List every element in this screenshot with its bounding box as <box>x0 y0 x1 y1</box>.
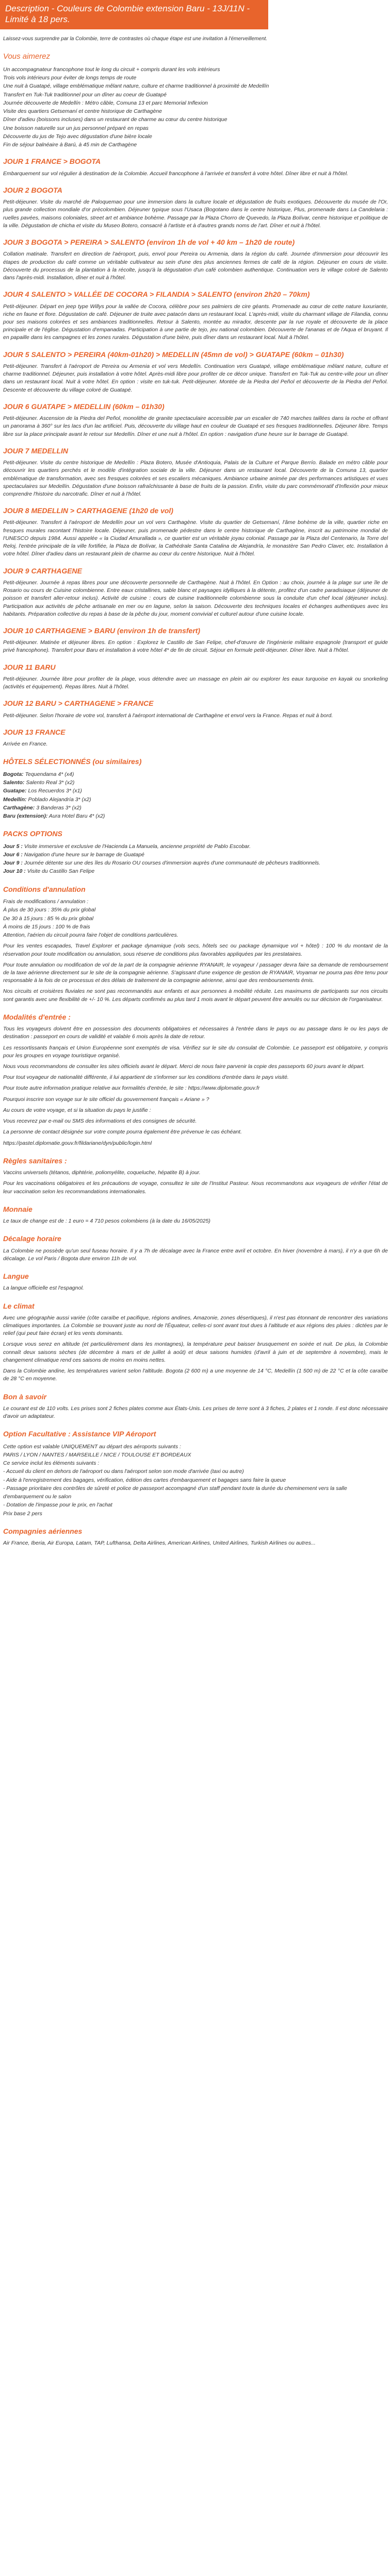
hotel-row <box>3 795 388 804</box>
day-title: JOUR 5 SALENTO > PEREIRA (40km-01h20) > MEDELLIN (45mn de vol) > GUATAPE (60km – 01h30) <box>3 350 344 359</box>
section-title: HÔTELS SÉLECTIONNÉS (ou similaires) <box>3 757 142 766</box>
section-title: Option Facultative : Assistance VIP Aéroport <box>3 1430 156 1438</box>
pack-row <box>3 867 388 875</box>
vip-line: Prix base 2 pers <box>3 1510 42 1517</box>
day-block <box>3 625 388 655</box>
section-title: Conditions d'annulation <box>3 885 86 893</box>
list-item: Un accompagnateur francophone tout le long du circuit + compris durant les vols intérieurs <box>3 66 220 73</box>
day-block <box>3 237 388 282</box>
section-compagnies <box>3 1526 388 1548</box>
pack-day: Jour 9 : <box>3 860 23 867</box>
title-line-2: Limité à 18 pers. <box>5 14 70 25</box>
pack-text: Navigation d'une heure sur le barrage de Guatapé <box>24 851 145 858</box>
list-item: Journée découverte de Medellín : Métro câble, Comuna 13 et parc Memorial Inflexion <box>3 99 208 106</box>
paragraph: Nous vous recommandons de consulter les sites officiels avant le départ. Merci de nous faire parvenir la copie des passeports 60 jours avant le départ. <box>3 1063 365 1070</box>
section-bon-savoir <box>3 1392 388 1421</box>
hotel-name: Los Recuerdos 3* (x1) <box>28 788 82 794</box>
day-title: JOUR 3 BOGOTA > PEREIRA > SALENTO (environ 1h de vol + 40 km – 1h20 de route) <box>3 238 295 247</box>
condition-line: De 30 à 15 jours : 85 % du prix global <box>3 915 94 922</box>
section-title: Décalage horaire <box>3 1234 61 1243</box>
day-text: Arrivée en France. <box>3 741 48 748</box>
list-item: Trois vols intérieurs pour éviter de longs temps de route <box>3 75 137 81</box>
hotel-name: Salento Real 3* (x2) <box>26 779 75 786</box>
paragraph: Vous recevrez par e-mail ou SMS des informations et des consignes de sécurité. <box>3 1118 197 1125</box>
section-monnaie <box>3 1204 388 1226</box>
climat-paragraphs <box>3 1314 388 1383</box>
modalites-paragraphs <box>3 1025 388 1147</box>
vip-line: - Dotation de l'impasse pour le prix, en l'achat <box>3 1502 112 1509</box>
list-item: Visite des quartiers Getsemaní et centre historique de Carthagène <box>3 108 162 115</box>
day-title: JOUR 2 BOGOTA <box>3 185 62 194</box>
day-text: Petit-déjeuner. Visite du marché de Paloquemao pour une immersion dans la culture locale et dégustation de fruits exotiques. Découverte du musée de l'Or, plus grande collection mondiale d'or précolombien. Déjeuner typique sous l'Usaca (Bogotano dans le centre historique, Plus, promenade dans La Candelaria : ruelles pavées, maisons coloniales, street art et ambiance bohème. Passage par la Plaza Chorro de Quevedo, la Plaza Bolívar, centre historique et politique de la ville. Dégustation de chicha et visite du Museo Botero, consacré à l'artiste et à d'autres grands noms de l'art. Dîner et nuit à l'hôtel. <box>3 199 388 229</box>
day-block <box>3 662 388 691</box>
bon-savoir-text: Le courant est de 110 volts. Les prises sont 2 fiches plates comme aux États-Unis. Les prises de terre sont à 3 fiches, 2 plates et 1 ronde. Il est donc nécessaire d'avoir un adaptateur. <box>3 1405 388 1420</box>
title-line-1: Description - Couleurs de Colombie extension Baru - 13J/11N - <box>5 4 250 13</box>
paragraph: Pour toute autre information pratique relative aux formalités d'entrée, le site : https://www.diplomatie.gouv.fr <box>3 1085 260 1092</box>
vip-line: - Aide à l'enregistrement des bagages, vérification, édition des cartes d'embarquement et bagages sans faire la queue <box>3 1477 286 1483</box>
hotel-row <box>3 812 388 820</box>
day-title: JOUR 7 MEDELLIN <box>3 446 69 455</box>
paragraph: La personne de contact désignée sur votre compte pourra également être prévenue le cas échéant. <box>3 1129 242 1136</box>
day-text: Petit-déjeuner. Matinée et déjeuner libres. En option : Explorez le Castillo de San Felipe, chef-d'œuvre de l'ingénierie militaire espagnole (transport et guide privé francophone). Transfert pour Baru et installation à votre hôtel 4* de fin de circuit. Séjour en formule petit-déjeuner. Dîner libre. Nuit à l'hôtel. <box>3 639 388 654</box>
condition-line: À plus de 30 jours : 35% du prix global <box>3 907 96 913</box>
day-title: JOUR 4 SALENTO > VALLÉE DE COCORA > FILANDIA > SALENTO (environ 2h20 – 70km) <box>3 290 310 299</box>
section-title: Modalités d'entrée : <box>3 1012 71 1021</box>
day-title: JOUR 1 FRANCE > BOGOTA <box>3 157 101 166</box>
day-block <box>3 505 388 558</box>
paragraph: Vaccins universels (tétanos, diphtérie, poliomyélite, coqueluche, hépatite B) à jour. <box>3 1170 201 1176</box>
pack-day: Jour 6 : <box>3 851 23 858</box>
day-title: JOUR 9 CARTHAGENE <box>3 566 82 575</box>
list-item: Dîner d'adieu (boissons incluses) dans un restaurant de charme au cœur du centre historique <box>3 116 227 123</box>
sanitaires-paragraphs <box>3 1169 388 1196</box>
section-conditions <box>3 884 388 1004</box>
highlights-list <box>3 65 388 149</box>
section-climat <box>3 1301 388 1383</box>
day-title: JOUR 13 FRANCE <box>3 727 66 736</box>
paragraph: Pour les vaccinations obligatoires et les précautions de voyage, consultez le site de l'Institut Pasteur. Nous recommandons aux voyageurs de vérifier l'état de leur vaccination selon les recommandations internationales. <box>3 1180 388 1195</box>
day-title: JOUR 11 BARU <box>3 663 56 671</box>
title-banner <box>0 0 268 29</box>
section-title: Langue <box>3 1272 29 1280</box>
day-title: JOUR 6 GUATAPE > MEDELLIN (60km – 01h30) <box>3 402 165 411</box>
hotels-list <box>3 770 388 821</box>
conditions-paragraphs <box>3 942 388 1004</box>
day-title: JOUR 12 BARU > CARTHAGENE > FRANCE <box>3 699 154 708</box>
hotel-name: 3 Banderas 3* (x2) <box>36 804 82 811</box>
packs-list <box>3 842 388 876</box>
list-item: Transfert en Tuk-Tuk traditionnel pour un dîner au coeur de Guatapé <box>3 91 167 98</box>
section-sanitaires <box>3 1156 388 1196</box>
pack-text: Journée détente sur une des îles du Rosario OU courses d'immersion auprès d'une communauté de pêcheurs traditionnels. <box>24 860 321 867</box>
vip-line: - Accueil du client en dehors de l'aéroport ou dans l'aéroport selon son mode d'arrivée (taxi ou autre) <box>3 1468 244 1475</box>
compagnies-text: Air France, Iberia, Air Europa, Latam, TAP, Lufthansa, Delta Airlines, American Airlines, United Airlines, Turkish Airlines ou autres... <box>3 1540 316 1547</box>
day-block <box>3 185 388 230</box>
pack-text: Visite du Castillo San Felipe <box>27 868 95 875</box>
paragraph: Pour toute annulation ou modification de vol de la part de la compagnie aérienne RYANAIR, le voyageur / passager devra faire sa demande de remboursement de la taxe aérienne directement sur le site de la compagnie aérienne. S'agissant d'une exigence de gestion de RYANAIR, Voyamar ne pourra pas être tenu pour responsable à la fois de ce processus et des délais de traitement de la compagnie aérienne, ainsi que des remboursements émis. <box>3 961 388 984</box>
list-item: Une boisson naturelle sur un jus personnel préparé en repas <box>3 125 149 131</box>
day-text: Petit-déjeuner. Visite du centre historique de Medellín : Plaza Botero, Musée d'Antioquia, Palais de la Culture et Parque Berrío. Balade en métro câble pour découvrir les quartiers perchés et le modèle d'intégration sociale de la ville. Déjeuner dans un restaurant local. Découverte de la Comuna 13, quartier emblématique de transformation, avec ses fresques colorées et ses escaliers mécaniques. Ambiance urbaine animée par des performances artistiques et vues spectaculaires sur Medellín. Dégustation d'une boisson rafraîchissante à base de fruits de la passion. Enfin, visite du parc commémoratif d'Inflexión pour mieux comprendre l'histoire du narcotrafic. Dîner et nuit à l'hôtel. <box>3 460 388 497</box>
vip-line: Cette option est valable UNIQUEMENT au départ des aéroports suivants : <box>3 1443 181 1450</box>
vip-paragraphs <box>3 1443 388 1518</box>
day-text: Petit-déjeuner. Transfert à l'aéroport de Medellín pour un vol vers Carthagène. Visite du quartier de Getsemaní, l'âme bohème de la ville, quartier riche en fresques murales racontant l'histoire locale. Déjeuner, puis promenade pédestre dans le centre historique de Carthagène, inscrit au patrimoine mondial de l'UNESCO depuis 1984. Aussi appelée « la Ciudad Amurallada », ce quartier est un véritable joyau colonial. Passage par la Plaza del Centenario, la Torre del Reloj, l'entrée principale de la ville fortifiée, la Plaza de Bolívar, la Cathédrale Santa Catalina de Alejandría, le monastère San Pedro Claver, etc. Installation à votre hôtel. Dîner d'adieu dans un restaurant plein de charme au cœur du centre historique. Nuit à l'hôtel. <box>3 519 388 557</box>
section-title: Le climat <box>3 1301 35 1310</box>
day-title: JOUR 10 CARTHAGENE > BARU (environ 1h de transfert) <box>3 626 201 635</box>
paragraph: Tous les voyageurs doivent être en possession des documents obligatoires et nécessaires à l'entrée dans le pays ou au passage dans le ou les pays de destination : passeport en cours de validité et valable 6 mois après la date de retour. <box>3 1026 388 1040</box>
section-packs <box>3 828 388 875</box>
section-decalage <box>3 1233 388 1263</box>
hotel-city: Guatape: <box>3 788 27 794</box>
pack-row <box>3 842 388 851</box>
hotel-row <box>3 787 388 795</box>
day-block <box>3 727 388 749</box>
hotel-city: Bogota: <box>3 771 24 777</box>
hotel-name: Aura Hotel Baru 4* (x2) <box>48 813 105 820</box>
day-text: Petit-déjeuner. Ascension de la Piedra del Peñol, monolithe de granite spectaculaire accessible par un escalier de 740 marches taillées dans la roche et offrant un panorama à 360° sur les lacs d'un lac artificiel. Puis, découverte du village haut en couleur de Guatapé et ses fresques traditionnelles. Déjeuner libre. Temps libre sur la place principale avant le retour sur Medellín. Dîner et une nuit à l'hôtel. En option : navigation d'une heure sur le barrage de Guatapé. <box>3 415 388 437</box>
day-text: Petit-déjeuner. Selon l'horaire de votre vol, transfert à l'aéroport international de Carthagène et envol vers la France. Repas et nuit à bord. <box>3 712 333 719</box>
hotel-city: Medellín: <box>3 796 27 803</box>
pack-day: Jour 5 : <box>3 843 23 850</box>
day-block <box>3 698 388 720</box>
paragraph: Pourquoi inscrire son voyage sur le site officiel du gouvernement français « Ariane » ? <box>3 1096 209 1103</box>
condition-line: Attention, l'aérien du circuit pourra faire l'objet de conditions particulières. <box>3 932 178 939</box>
section-title: Monnaie <box>3 1205 32 1213</box>
day-block <box>3 401 388 438</box>
day-text: Collation matinale. Transfert en direction de l'aéroport, puis, envol pour Pereira ou Armenia, dans la région du café. Journée d'immersion pour découvrir les étapes de production du café comme un véritable cultivateur au sein d'une des plus anciennes fermes de café de la région. Déjeuner en cours de visite. Découverte du processus de la plantation à la récolte, jusqu'à la dégustation d'un café colombien authentique. Continuation vers le village coloré de Salento dans l'après-midi. Installation, dîner et nuit à l'hôtel. <box>3 251 388 281</box>
langue-text: La langue officielle est l'espagnol. <box>3 1285 84 1292</box>
conditions-lines <box>3 897 388 939</box>
pack-text: Visite immersive et exclusive de l'Hacienda La Manuela, ancienne propriété de Pablo Escobar. <box>24 843 251 850</box>
paragraph: Au cours de votre voyage, et si la situation du pays le justifie : <box>3 1107 151 1113</box>
list-item: Fin de séjour balnéaire à Barú, à 45 min de Carthagène <box>3 142 137 148</box>
paragraph: Dans la Colombie andine, les températures varient selon l'altitude. Bogota (2 600 m) a une moyenne de 14 °C, Medellín (1 500 m) de 22 °C et la côte caraïbe de 28 °C en moyenne. <box>3 1368 388 1382</box>
day-text: Petit-déjeuner. Départ en jeep type Willys pour la vallée de Cocora, célèbre pour ses palmiers de cire géants. Promenade au cœur de cette nature luxuriante, riche en faune et flore. Dégustation de café. Déjeuner de truite avec patacón dans un restaurant local. L'après-midi, visite du charmant village de Filandia, connu pour ses maisons colorées et ses ambiances traditionnelles. Retour à Salento, montée au mirador, descente par la rue royale et découverte de la place principale et de l'église. Dégustation d'empanadas. Participation à une partie de tejo, jeu national colombien. Découverte de l'ananas et de l'Aqua el bruyant. Il en papaille dans les campagnes et les zones rurales. Dégustation d'une bière, puis dîner dans un restaurant local. Nuit à l'hôtel. <box>3 303 388 341</box>
hotel-city: Baru (extension): <box>3 813 48 820</box>
section-title: Compagnies aériennes <box>3 1527 83 1535</box>
content <box>0 29 391 1566</box>
hotel-row <box>3 778 388 787</box>
hotel-name: Poblado Alejandría 3* (x2) <box>28 796 91 803</box>
section-title: PACKS OPTIONS <box>3 829 62 838</box>
paragraph: Lorsque vous serez en altitude (et particulièrement dans les montagnes), la température peut baisser brusquement en soirée et nuit. De plus, la Colombie connaît deux saisons sèches (de décembre à mars et de juillet à août) et deux saisons humides (d'avril à juin et de septembre à novembre), mais le changement climatique rend ces saisons de moins en moins nettes. <box>3 1341 388 1363</box>
hotel-name: Tequendama 4* (x4) <box>25 771 74 777</box>
list-item: Découverte du jus de Tejo avec dégustation d'une bière locale <box>3 133 152 140</box>
pack-row <box>3 859 388 867</box>
day-block <box>3 566 388 618</box>
day-block <box>3 289 388 342</box>
paragraph: Pour tout voyageur de nationalité différente, il lui appartient de s'informer sur les conditions d'entrée dans le pays visité. <box>3 1074 289 1081</box>
condition-line: À moins de 15 jours : 100 % de frais <box>3 923 90 930</box>
section-title: Règles sanitaires : <box>3 1156 67 1165</box>
paragraph: Avec une géographie aussi variée (côte caraïbe et pacifique, régions andines, Amazonie, zones désertiques), il n'est pas étonnant de rencontrer des variations climatiques importantes. La Colombie se trouvant juste au nord de l'Équateur, celles-ci sont avant tout dues à l'altitude et aux régions des pluies : dictées par le relief (qui peut faire écran) et les vents dominants. <box>3 1314 388 1337</box>
section-modalites <box>3 1012 388 1147</box>
intro-text: Laissez-vous surprendre par la Colombie, terre de contrastes où chaque étape est une invitation à l'émerveillement. <box>3 36 268 42</box>
day-text: Embarquement sur vol régulier à destination de la Colombie. Accueil francophone à l'arrivée et transfert à votre hôtel. Dîner libre et nuit à l'hôtel. <box>3 170 348 177</box>
condition-line: Frais de modifications / annulation : <box>3 899 89 905</box>
monnaie-text: Le taux de change est de : 1 euro = 4 710 pesos colombiens (à la date du 16/05/2025) <box>3 1218 210 1225</box>
hotel-city: Salento: <box>3 779 25 786</box>
day-text: Petit-déjeuner. Journée libre pour profiter de la plage, vous détendre avec un massage en plein air ou explorer les eaux turquoise en kayak ou snorkeling (activités et équipement). Repas libres. Nuit à l'hôtel. <box>3 675 388 690</box>
paragraph: https://pastel.diplomatie.gouv.fr/fildariane/dyn/public/login.html <box>3 1140 152 1146</box>
hotel-row <box>3 804 388 812</box>
hotel-row <box>3 770 388 778</box>
paragraph: Nos circuits et croisières fluviales ne sont pas recommandés aux enfants et aux personnes à mobilité réduite. Les maximums de participants sur nos circuits sont garantis avec une flexibilité de +/- 10 %. Les départs confirmés au plus tard 1 mois avant le départ peuvent être annulés ou sur décision de l'organisateur. <box>3 988 388 1003</box>
paragraph: Les ressortissants français et Union Européenne sont exemptés de visa. Vérifiez sur le site du consulat de Colombie. Le passeport est obligatoire, y compris pour les groupes en voyage touristique organisé. <box>3 1044 388 1059</box>
section-title: Bon à savoir <box>3 1392 47 1401</box>
itinerary <box>3 156 388 748</box>
section-title: Vous aimerez <box>3 52 51 61</box>
vip-line: PARIS / LYON / NANTES / MARSEILLE / NICE / TOULOUSE ET BORDEAUX <box>3 1451 191 1458</box>
pack-day: Jour 10 : <box>3 868 26 875</box>
pack-row <box>3 851 388 859</box>
section-hotels <box>3 756 388 820</box>
list-item: Une nuit à Guatapé, village emblématique mêlant nature, culture et charme traditionnel à proximité de Medellín <box>3 83 269 90</box>
day-text: Petit-déjeuner. Journée à repas libres pour une découverte personnelle de Carthagène. Nuit à l'hôtel. En Option : au choix, journée à la plage sur une île de Rosario ou cours de Cuisine colombienne. Entre eaux cristallines, sable blanc et paysages idylliques à la détente, profitez d'un cadre paradisiaque (déjeuner de poisson et transfert aller-retour inclus). Activité de cuisine : cours de cuisine traditionnelle colombienne sous la conduite d'un chef local (déjeuner inclus). Participation aux activités de pêche artisanale en mer ou en lagune, selon la saison. Découverte des techniques locales et échanges authentiques avec les habitants. Préparation collective du repas à base de la pêche du jour, moment convivial et culturel autour d'une cuisine locale. <box>3 579 388 617</box>
hotel-city: Carthagène: <box>3 804 35 811</box>
paragraph: Pour les ventes escapades, Travel Explorer et package dynamique (vols secs, hôtels sec ou package dynamique vol + hôtel) : 100 % du montant de la réservation pour toute modification ou annulation, sous réserve de conditions plus favorables appliquées par les prestataires. <box>3 943 388 957</box>
day-block <box>3 349 388 394</box>
section-langue <box>3 1271 388 1293</box>
day-text: Petit-déjeuner. Transfert à l'aéroport de Pereira ou Armenia et vol vers Medellín. Continuation vers Guatapé, village emblématique mêlant nature, culture et charme traditionnel. Déjeuner, puis installation à votre hôtel. Après-midi libre pour profiter de ce décor unique. Transfert en Tuk-Tuk au centre-ville pour un dîner dans un restaurant local. Nuit à votre hôtel. En option : visite en tuk-tuk. Petit-déjeuner. Montée de la Piedra del Peñol et découverte de la Piedra del Peñol. Descente et découverte du village coloré de Guatapé. <box>3 363 388 393</box>
day-title: JOUR 8 MEDELLIN > CARTHAGENE (1h20 de vol) <box>3 506 173 515</box>
day-block <box>3 156 388 178</box>
vip-line: - Passage prioritaire des contrôles de sûreté et police de passeport accompagné d'un staff pendant toute la durée du cheminement vers la salle d'embarquement ou le salon <box>3 1485 347 1500</box>
decalage-text: La Colombie ne possède qu'un seul fuseau horaire. Il y a 7h de décalage avec la France entre avril et octobre. En hiver (novembre à mars), il n'y a que 6h de décalage. Le vol Paris / Bogota dure environ 11h de vol. <box>3 1247 388 1262</box>
section-vous-aimerez <box>3 51 388 149</box>
vip-line: Ce service inclut les éléments suivants : <box>3 1460 100 1467</box>
day-block <box>3 446 388 498</box>
section-option-vip <box>3 1429 388 1518</box>
